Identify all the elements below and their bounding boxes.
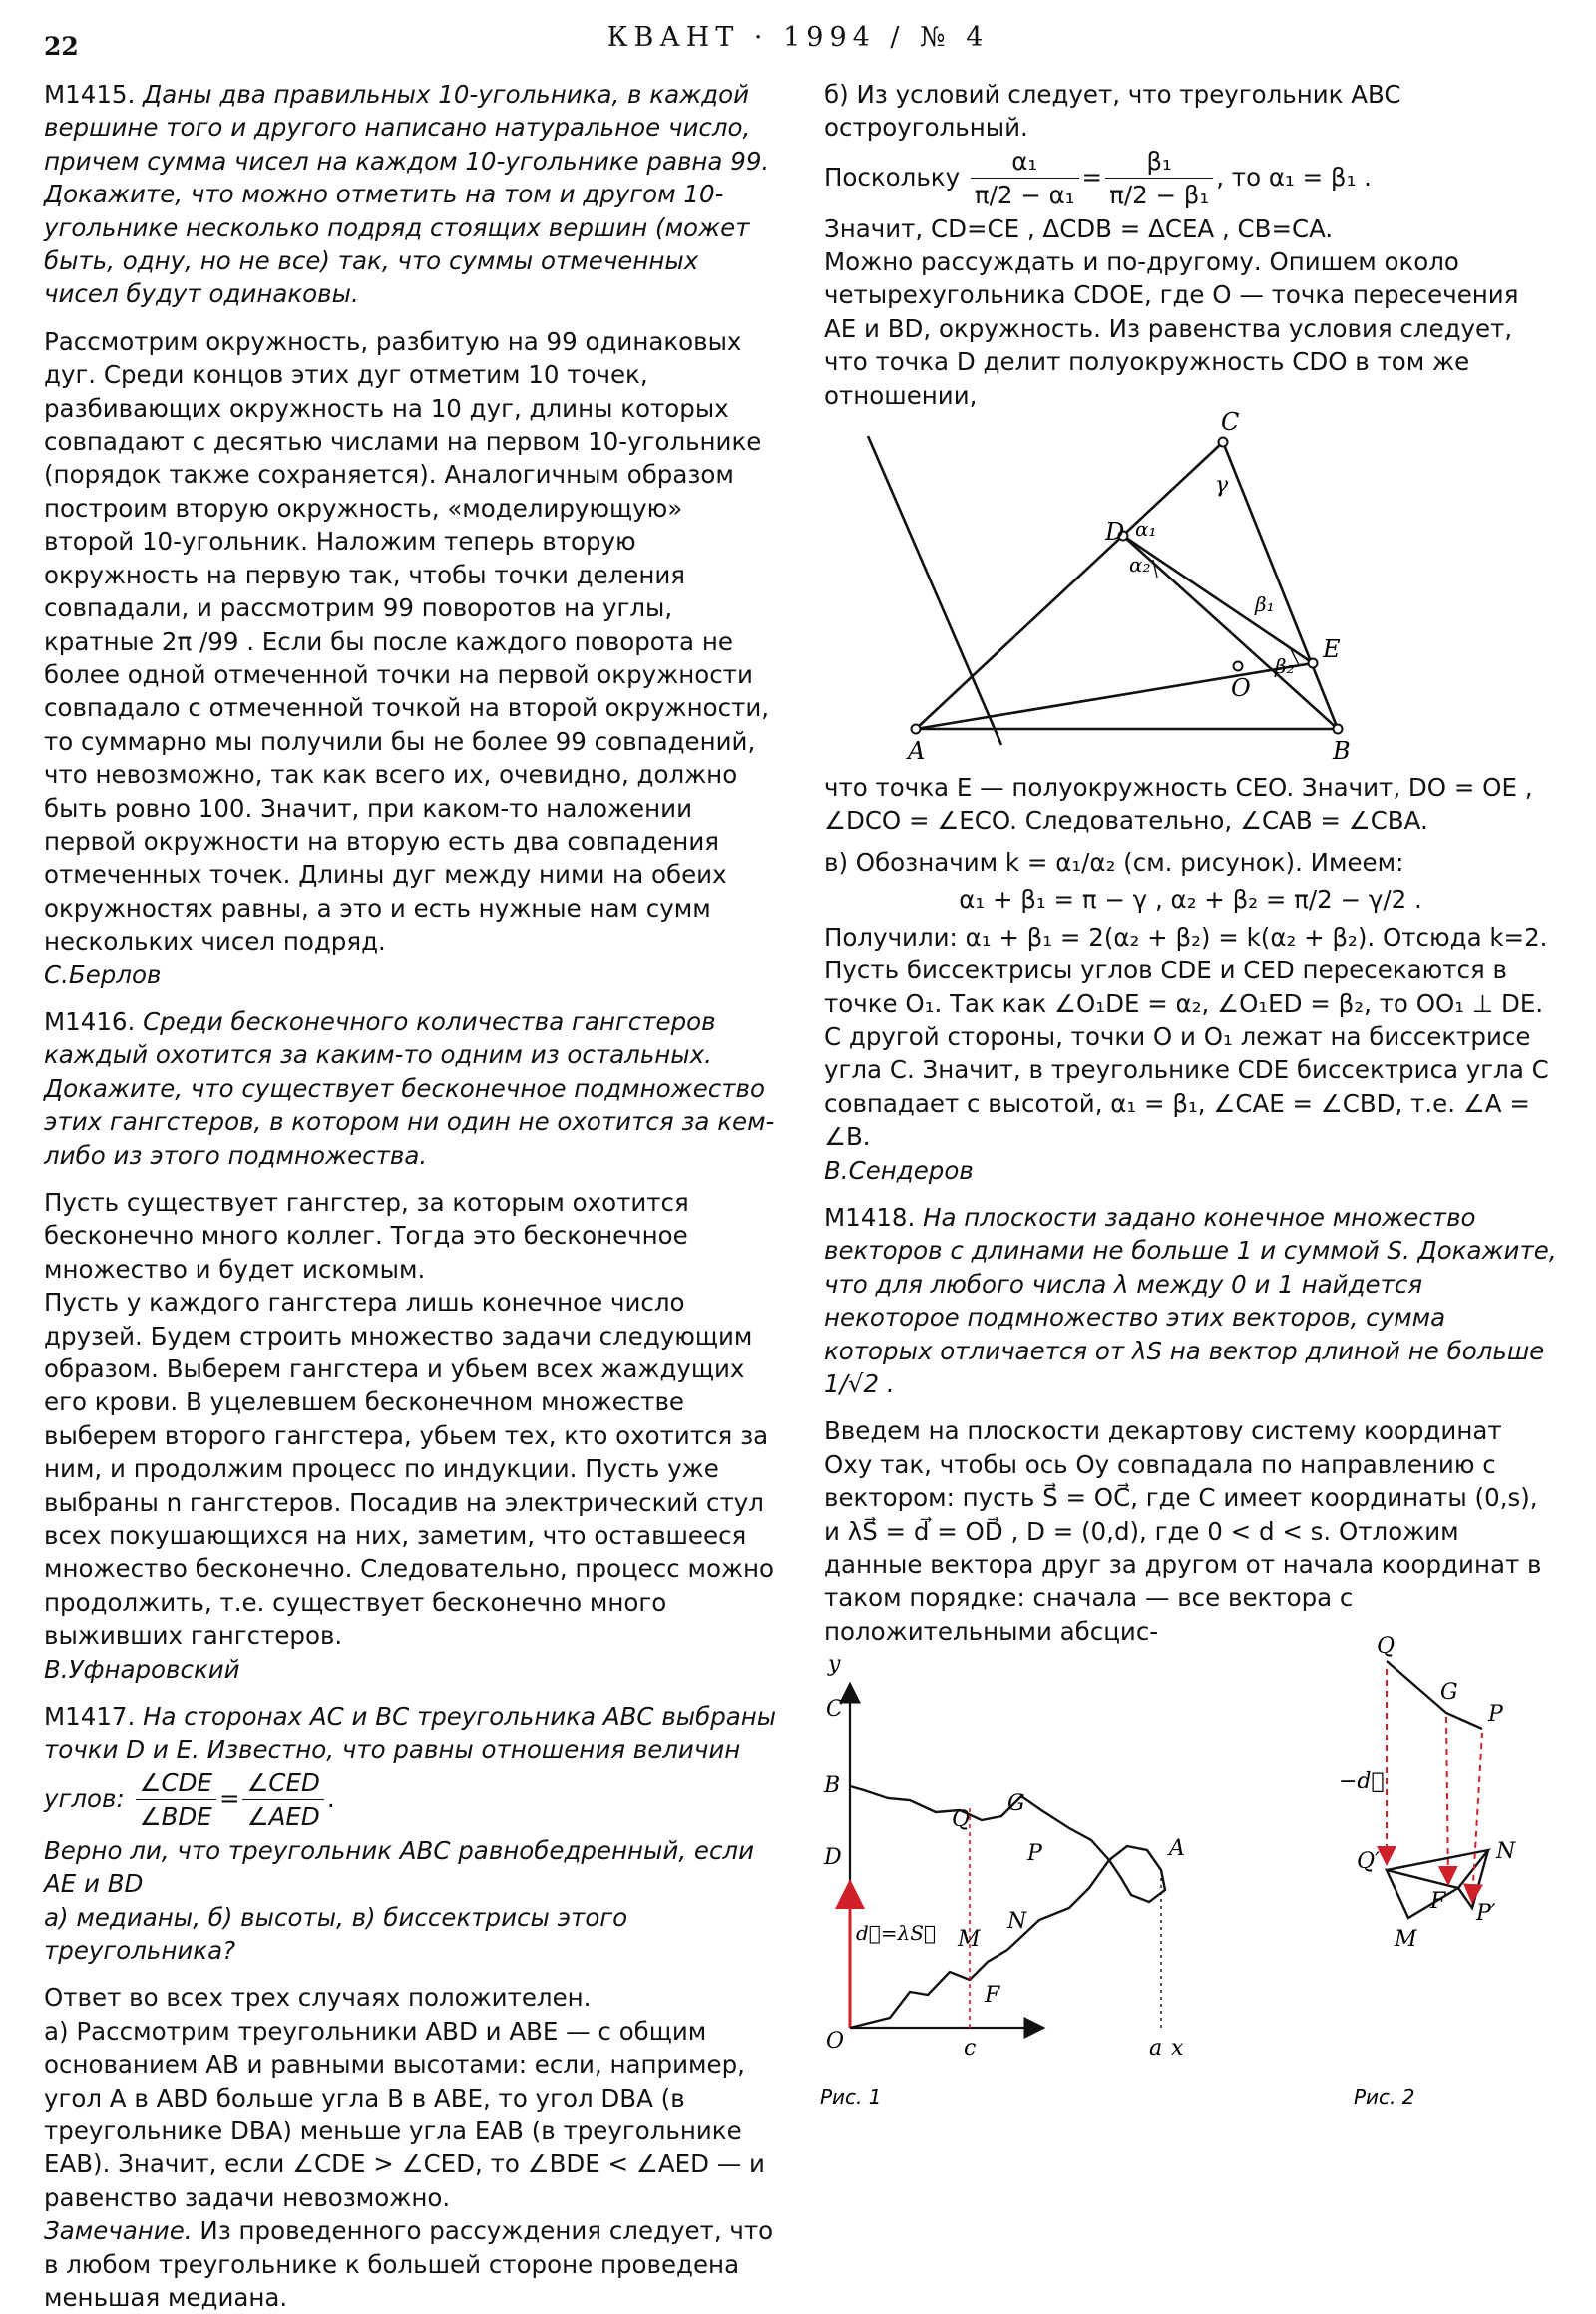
triangle-edges (916, 442, 1338, 729)
triangle-figure (824, 408, 1557, 771)
m1418-statement (824, 1201, 1557, 1400)
label-B: B (1333, 737, 1351, 766)
fig2-caption: Рис. 2 (1354, 2085, 1415, 2109)
part-b-frac-1: $\frac{\text{α₁}}{\text{π/2 − α₁}}$ (971, 145, 1079, 212)
fig2-G: G (1440, 1680, 1458, 1705)
fig1-A: A (1169, 1836, 1185, 1861)
fig1-a: a (1149, 2036, 1163, 2061)
fig1-P: P (1027, 1841, 1042, 1866)
label-C: C (1221, 408, 1240, 437)
label-beta1: β₁ (1255, 592, 1275, 617)
m1417-remark: Замечание. Из проведенного рассуждения следует, что в любом треугольнике к большей стороне проведена меньшая медиана. (44, 2216, 774, 2312)
m1415-statement (44, 78, 777, 311)
fig1-O: O (826, 2029, 845, 2054)
m1416-solution-1: Пусть существует гангстер, за которым охотится бесконечно много коллег. Тогда это бесконечное множество и будет искомым. (44, 1188, 689, 1284)
triangle-svg (824, 408, 1557, 771)
fig2-F: F (1430, 1889, 1446, 1914)
label-A: A (908, 737, 926, 766)
m1416-author: В.Уфнаровский (44, 1654, 240, 1684)
fig2-M: M (1395, 1927, 1417, 1952)
fig1-d-eq: d⃗=λS⃗ (856, 1921, 936, 1945)
part-b-frac-2: $\frac{\text{β₁}}{\text{π/2 − β₁}}$ (1105, 145, 1213, 212)
label-gamma: γ (1215, 473, 1229, 499)
fig2-P-prime: P′ (1476, 1901, 1496, 1926)
fig1-F: F (985, 1983, 1000, 2008)
fig2-P: P (1488, 1702, 1503, 1727)
label-beta2: β₂ (1275, 654, 1295, 679)
label-O: O (1231, 674, 1251, 703)
m1417-part-c-1: в) Обозначим k = α₁/α₂ (см. рисунок). Имеем: (824, 847, 1404, 877)
m1417-text-2: Верно ли, что треугольник ABC равнобедренный, если AE и BD (44, 1835, 755, 1899)
m1417-frac-2: $\frac{\text{∠CED}}{\text{∠AED}}$ (242, 1766, 323, 1834)
fig1-D: D (824, 1845, 842, 1870)
fig1-C: C (826, 1697, 843, 1722)
fig1-caption: Рис. 1 (820, 2085, 882, 2109)
m1417-text-1: На сторонах AC и BC треугольника ABC выбраны точки D и E. Известно, что равны отношения величин углов: (44, 1702, 777, 1813)
fig1-x: x (1171, 2036, 1184, 2061)
m1416-id: М1416. (44, 1006, 136, 1036)
m1417-part-c-2: α₁ + β₁ = π − γ , α₂ + β₂ = π/2 − γ/2 . (959, 885, 1422, 915)
journal-header: КВАНТ · 1994 / № 4 (606, 22, 990, 53)
fig1-N: N (1007, 1909, 1027, 1934)
left-column (44, 78, 777, 2314)
figures-block (810, 1634, 1568, 2129)
m1416-text: Среди бесконечного количества гангстеров каждый охотится за каким-то одним из остальных. Докажите, что существует бесконечное подмножество этих гангстеров, в котором ни один не охотится за кем-либо из этого подмножества. (44, 1006, 775, 1170)
label-D: D (1105, 518, 1125, 547)
fig2-N: N (1496, 1839, 1516, 1864)
label-alpha1: α₁ (1135, 517, 1157, 542)
label-alpha2: α₂ (1129, 553, 1151, 578)
fig1-vector-path (850, 1786, 1165, 2028)
right-column (824, 78, 1557, 1648)
m1417-id: М1417. (44, 1702, 136, 1732)
m1417-part-c-3: Получили: α₁ + β₁ = 2(α₂ + β₂) = k(α₂ + β₂). Отсюда k=2. Пусть биссектрисы углов CDE и CED пересекаются в точке O₁. Так как ∠O₁DE = α₂, ∠O₁ED = β₂, то OO₁ ⊥ DE. С другой стороны, точки O и O₁ лежат на биссектрисе угла C. Значит, в треугольнике CDE биссектриса угла C совпадает с высотой, α₁ = β₁, ∠CAE = ∠CBD, т.е. ∠A = ∠B. (824, 922, 1549, 1152)
fig1-Q: Q (952, 1807, 971, 1832)
m1417-part-b-5: Можно рассуждать и по-другому. Опишем около четырехугольника CDOE, где O — точка пересечения AE и BD, окружность. Из равенства условия следует, что точка D делит полуокружность CDO в том же отношении, (824, 247, 1519, 410)
m1417-part-b-2: Поскольку $\frac{\text{α₁}}{\text{π/2 − α₁}}$ = $\frac{\text{β₁}}{\text{π/2 − β₁}}$ , то α₁ = β₁ . (824, 145, 1557, 212)
m1415-id: М1415. (44, 80, 136, 109)
m1415-author: С.Берлов (44, 960, 162, 989)
m1417-part-a: а) Рассмотрим треугольники ABD и ABE — с общим основанием AB и равными высотами: если, например, угол A в ABD больше угла B в ABE, то угол DBA (в треугольнике DBA) меньше угла EAB (в треугольнике EAB). Значит, если ∠CDE > ∠CED, то ∠BDE < ∠AED — и равенство задачи невозможно. (44, 2016, 765, 2212)
m1418-text: На плоскости задано конечное множество векторов с длинами не больше 1 и суммой S. Докажите, что для любого числа λ между 0 и 1 найдется некоторое подмножество этих векторов, сумма которых отличается от λS на вектор длиной не больше 1/√2 . (824, 1202, 1557, 1398)
m1417-part-b-6: что точка E — полуокружность CEO. Значит, DO = OE , ∠DCO = ∠ECO. Следовательно, ∠CAB = ∠CBA. (824, 773, 1533, 836)
m1417-frac-1: $\frac{\text{∠CDE}}{\text{∠BDE}}$ (136, 1766, 216, 1834)
m1416-solution-2: Пусть у каждого гангстера лишь конечное число друзей. Будем строить множество задачи следующим образом. Выберем гангстера и убьем всех жаждущих его крови. В уцелевшем бесконечном множестве выберем второго гангстера, убьем тех, кто охотится за ним, и продолжим процесс по индукции. Пусть уже выбраны n гангстеров. Посадив на электрический стул всех покушающихся на них, заметим, что оставшееся множество бесконечно. Следовательно, процесс можно продолжить, т.е. существует бесконечно много выживших гангстеров. (44, 1288, 775, 1651)
page-number: 22 (44, 32, 79, 61)
m1415-solution: Рассмотрим окружность, разбитую на 99 одинаковых дуг. Среди концов этих дуг отметим 10 точек, разбивающих окружность на 10 дуг, длины которых совпадают с десятью числами на первом 10-угольнике (порядок также сохраняется). Аналогичным образом построим вторую окружность, «моделирующую» второй 10-угольник. Наложим теперь вторую окружность на первую так, чтобы точки деления совпадали, и рассмотрим 99 поворотов на углы, кратные 2π /99 . Если бы после каждого поворота не более одной отмеченной точки на первой окружности совпадало с отмеченной точкой на второй окружности, то суммарно мы получили бы не более 99 совпадений, что невозможно, так как всего их, очевидно, должно быть ровно 100. Значит, при каком-то наложении первой окружности на вторую есть два совпадения отмеченных точек. Длины дуг между ними на обеих окружностях равны, а это и есть нужные нам сумм нескольких чисел подряд. (44, 326, 770, 957)
fig1-y: y (828, 1652, 841, 1677)
fig1-fig2-svg (810, 1634, 1568, 2129)
fig1-M: M (958, 1927, 981, 1952)
fig1-c: c (964, 2036, 977, 2061)
m1417-part-b-4: Значит, CD=CE , ΔCDB = ΔCEA , CB=CA. (824, 213, 1334, 243)
label-E: E (1323, 635, 1341, 664)
m1417-part-b-1: б) Из условий следует, что треугольник ABC остроугольный. (824, 80, 1401, 143)
m1418-solution: Введем на плоскости декартову систему координат Oxy так, чтобы ось Oy совпадала по направлению с вектором: пусть S⃗ = OC⃗, где C имеет координаты (0,s), и λS⃗ = d⃗ = OD⃗ , D = (0,d), где 0 < d < s. Отложим данные вектора друг за другом от начала координат в таком порядке: сначала — все вектора с положительными абсцис- (824, 1416, 1542, 1646)
fig2-Q: Q (1377, 1634, 1396, 1659)
fig1-G: G (1007, 1791, 1025, 1816)
m1417-statement: М1417. На сторонах AC и BC треугольника ABC выбраны точки D и E. Известно, что равны отношения величин углов: $\frac{\text{∠CDE}}{\text{∠BDE}}$ = $\frac{\text{∠CED}}{\text{∠AED}}$ . (44, 1700, 777, 1834)
m1416-statement (44, 1005, 777, 1172)
m1417-answer: Ответ во всех трех случаях положителен. (44, 1983, 592, 2013)
m1418-id: М1418. (824, 1202, 916, 1232)
fig2-Q-prime: Q′ (1357, 1849, 1381, 1874)
m1417-author: В.Сендеров (824, 1155, 974, 1185)
m1417-text-3: а) медианы, б) высоты, в) биссектрисы этого треугольника? (44, 1902, 628, 1965)
fig2-minus-d: −d⃗ (1339, 1769, 1385, 1794)
fig1-B: B (824, 1773, 841, 1798)
m1415-text: Даны два правильных 10-угольника, в каждой вершине того и другого написано натуральное число, причем сумма чисел на каждом 10-угольнике равна 99. Докажите, что можно отметить на том и другом 10-угольнике несколько подряд стоящих вершин (может быть, одну, но не все) так, что суммы отмеченных чисел будут одинаковы. (44, 80, 770, 309)
